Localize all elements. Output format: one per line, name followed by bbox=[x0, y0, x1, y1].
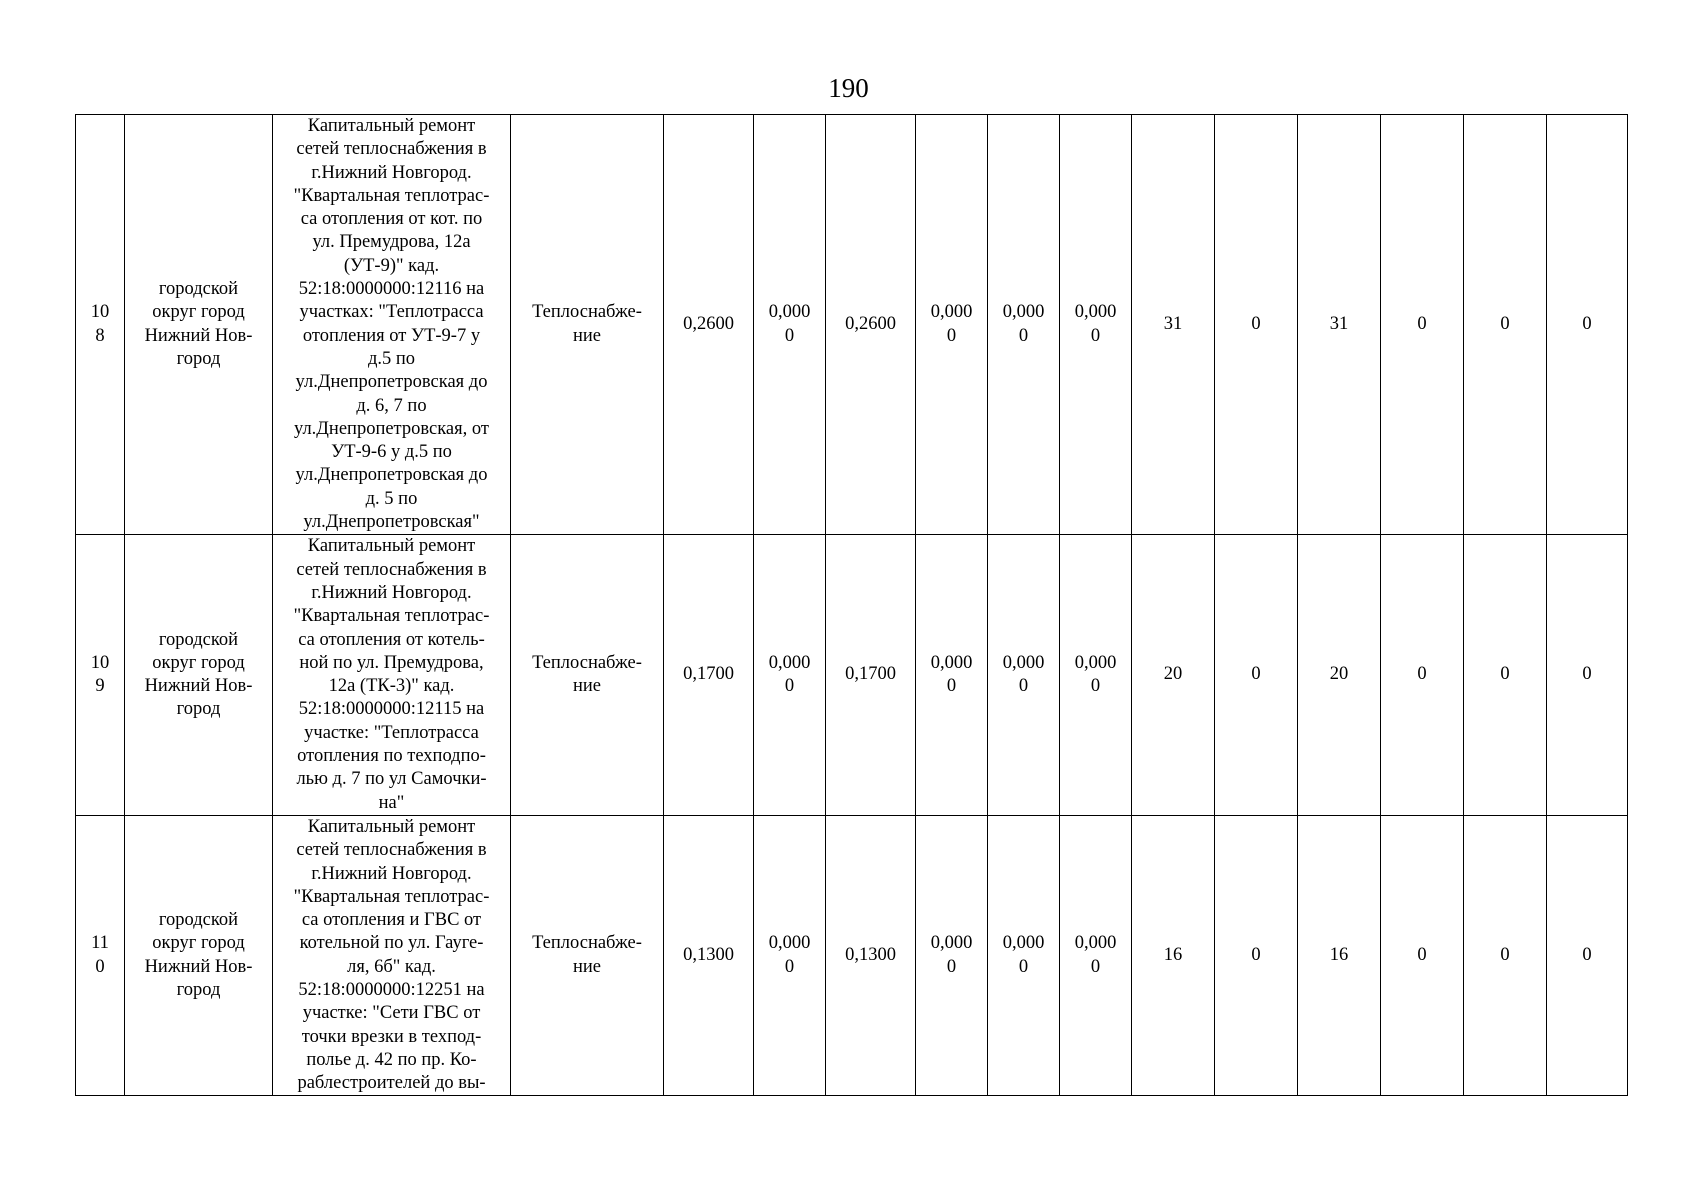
value-cell: 0,000 0 bbox=[988, 535, 1060, 816]
value-cell: 0,1300 bbox=[826, 815, 916, 1096]
municipality-cell: городской округ город Нижний Нов- город bbox=[125, 815, 273, 1096]
value-cell: 0,000 0 bbox=[1060, 815, 1132, 1096]
value-cell: 0,000 0 bbox=[1060, 535, 1132, 816]
count-cell: 16 bbox=[1298, 815, 1381, 1096]
row-number: 10 9 bbox=[76, 535, 125, 816]
value-cell: 0,000 0 bbox=[754, 115, 826, 535]
value-cell: 0,2600 bbox=[826, 115, 916, 535]
count-cell: 0 bbox=[1381, 535, 1464, 816]
count-cell: 0 bbox=[1464, 535, 1547, 816]
description-cell: Капитальный ремонт сетей теплоснабжения в г.Нижний Новгород. "Квартальная теплотрас- са отопления от котель- ной по ул. Премудрова, 12а (ТК-3)" кад. 52:18:0000000:12115 на участке: "Теплотрасса отопления по техподпо- лью д. 7 по ул Самочки- на" bbox=[273, 535, 511, 816]
row-number: 11 0 bbox=[76, 815, 125, 1096]
table-row bbox=[76, 115, 1628, 535]
count-cell: 0 bbox=[1381, 815, 1464, 1096]
count-cell: 0 bbox=[1215, 535, 1298, 816]
table-row bbox=[76, 815, 1628, 1096]
type-cell: Теплоснабже- ние bbox=[511, 115, 664, 535]
type-cell: Теплоснабже- ние bbox=[511, 535, 664, 816]
page-number: 190 bbox=[828, 73, 869, 103]
value-cell: 0,000 0 bbox=[988, 815, 1060, 1096]
description-cell: Капитальный ремонт сетей теплоснабжения в г.Нижний Новгород. "Квартальная теплотрас- са отопления от кот. по ул. Премудрова, 12а (УТ-9)" кад. 52:18:0000000:12116 на участках: "Теплотрасса отопления от УТ-9-7 у д.5 по ул.Днепропетровская до д. 6, 7 по ул.Днепропетровская, от УТ-9-6 у д.5 по ул.Днепропетровская до д. 5 по ул.Днепропетровская" bbox=[273, 115, 511, 535]
count-cell: 0 bbox=[1464, 815, 1547, 1096]
row-number: 10 8 bbox=[76, 115, 125, 535]
count-cell: 0 bbox=[1215, 115, 1298, 535]
count-cell: 0 bbox=[1547, 815, 1628, 1096]
value-cell: 0,000 0 bbox=[1060, 115, 1132, 535]
count-cell: 0 bbox=[1464, 115, 1547, 535]
value-cell: 0,000 0 bbox=[916, 115, 988, 535]
value-cell: 0,000 0 bbox=[754, 815, 826, 1096]
value-cell: 0,000 0 bbox=[754, 535, 826, 816]
count-cell: 16 bbox=[1132, 815, 1215, 1096]
description-cell: Капитальный ремонт сетей теплоснабжения в г.Нижний Новгород. "Квартальная теплотрас- са отопления и ГВС от котельной по ул. Гауге- ля, 6б" кад. 52:18:0000000:12251 на участке: "Сети ГВС от точки врезки в техпод- полье д. 42 по пр. Ко- раблестроителей до вы- bbox=[273, 815, 511, 1096]
table-row bbox=[76, 535, 1628, 816]
municipality-cell: городской округ город Нижний Нов- город bbox=[125, 535, 273, 816]
count-cell: 31 bbox=[1298, 115, 1381, 535]
value-cell: 0,000 0 bbox=[988, 115, 1060, 535]
value-cell: 0,000 0 bbox=[916, 815, 988, 1096]
value-cell: 0,1700 bbox=[826, 535, 916, 816]
count-cell: 0 bbox=[1547, 115, 1628, 535]
value-cell: 0,000 0 bbox=[916, 535, 988, 816]
investment-table bbox=[75, 114, 1628, 1096]
count-cell: 31 bbox=[1132, 115, 1215, 535]
count-cell: 0 bbox=[1547, 535, 1628, 816]
count-cell: 0 bbox=[1381, 115, 1464, 535]
value-cell: 0,2600 bbox=[664, 115, 754, 535]
type-cell: Теплоснабже- ние bbox=[511, 815, 664, 1096]
count-cell: 20 bbox=[1298, 535, 1381, 816]
count-cell: 0 bbox=[1215, 815, 1298, 1096]
value-cell: 0,1300 bbox=[664, 815, 754, 1096]
value-cell: 0,1700 bbox=[664, 535, 754, 816]
count-cell: 20 bbox=[1132, 535, 1215, 816]
municipality-cell: городской округ город Нижний Нов- город bbox=[125, 115, 273, 535]
